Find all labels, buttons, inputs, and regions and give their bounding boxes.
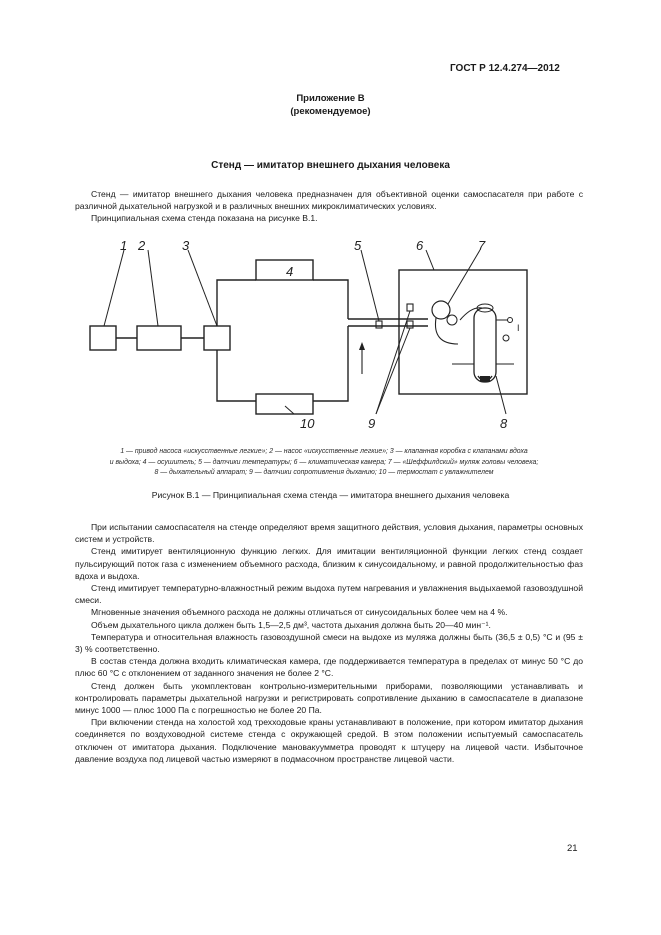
body-paragraph-6: Температура и относительная влажность газовоздушной смеси на выдохе из муляжа должны быть (36,5 ± 0,5) °С и (95 ± 3) % соответственно. [75, 631, 583, 655]
figure-caption: Рисунок В.1 — Принципиальная схема стенда — имитатора внешнего дыхания человека [151, 490, 510, 500]
figure-label-2: 2 [138, 238, 146, 253]
body-paragraph-3: Стенд имитирует температурно-влажностный режим выдоха путем нагревания и увлажнения выдыхаемой газовоздушной смеси. [75, 583, 583, 606]
appendix-subtitle: (рекомендуемое) [290, 106, 371, 117]
figure-label-7: 7 [478, 238, 486, 253]
side-mark: I [517, 323, 520, 333]
appendix-title: Приложение В [296, 93, 365, 104]
figure-label-9: 9 [368, 416, 376, 431]
page-number: 21 [567, 843, 578, 854]
figure-label-4: 4 [286, 264, 294, 279]
legend-line-1: 1 — привод насоса «искусственные легкие»; 2 — насос «искусственные легкие»; 3 — клапанная коробка с клапанами вдоха [120, 448, 528, 455]
resistance-sensor-a [407, 304, 413, 311]
valve-box [204, 326, 230, 350]
body-paragraph-2: Стенд имитирует вентиляционную функцию легких. Для имитации вентиляционной функции легких стенд создает пульсирующий поток газа с изменением объемного расхода, близким к синусоидальному, и равной продолжительностью фаз вдоха и выдоха. [75, 546, 583, 581]
pump-box [137, 326, 181, 350]
section-title: Стенд — имитатор внешнего дыхания человека [211, 160, 450, 171]
dryer-box [256, 260, 313, 280]
intro-paragraph-2: Принципиальная схема стенда показана на рисунке В.1. [91, 213, 318, 224]
intro-paragraph-1: Стенд — имитатор внешнего дыхания человека предназначен для объективной оценки самоспасателя при работе с различной дыхательной нагрузкой и в различных внешних микроклиматических условиях. [75, 189, 583, 212]
breathing-apparatus [474, 308, 496, 382]
figure-label-5: 5 [354, 238, 362, 253]
body-paragraph-1: При испытании самоспасателя на стенде определяют время защитного действия, условия дыхания, параметры основных систем и устройств. [75, 522, 583, 545]
thermostat-box [256, 394, 313, 414]
body-paragraph-8: Стенд должен быть укомплектован контрольно-измерительными приборами, позволяющими устанавливать и контролировать параметры дыхательной нагрузки и регистрировать сопротивление дыханию в самоспасателе в диапазоне минус 1000 — плюс 1000 Па с погрешностью не более 20 Па. [75, 680, 583, 716]
figure-label-8: 8 [500, 416, 508, 431]
resistance-sensor-b [407, 321, 413, 328]
legend-line-2: и выдоха; 4 — осушитель; 5 — датчики температуры; 6 — климатическая камера; 7 — «Шеффилдский» муляж головы человека; [109, 458, 539, 466]
figure-label-1: 1 [120, 238, 128, 253]
body-paragraph-9: При включении стенда на холостой ход трехходовые краны устанавливают в положение, при котором имитатор дыхания соединяется по воздуховодной системе стенда с окружающей средой. В этом положении испытуемый самоспасатель отключен от имитатора дыхания. Подключение мановакуумметра проводят к штуцеру на лицевой части. Избыточное давление воздуха под лицевой частью измеряют в подмасочном пространстве лицевой части. [75, 717, 583, 764]
head-dummy [432, 301, 450, 319]
figure-label-6: 6 [416, 238, 424, 253]
standard-id: ГОСТ Р 12.4.274—2012 [450, 63, 560, 74]
temperature-sensor [376, 321, 382, 328]
figure-legend [60, 447, 588, 479]
body-paragraph-7: В состав стенда должна входить климатическая камера, где поддерживается температура в пределах от минус 50 °С до плюс 60 °С с отклонением от заданного значения не более 2 °С. [75, 656, 583, 679]
climate-chamber [399, 270, 527, 394]
body-paragraph-5: Объем дыхательного цикла должен быть 1,5—2,5 дм³, частота дыхания должна быть 20—40 мин⁻¹. [91, 619, 491, 630]
legend-line-3: 8 — дыхательный аппарат; 9 — датчики сопротивления дыханию; 10 — термостат с увлажнителем [154, 469, 494, 476]
body-text [75, 521, 583, 765]
body-paragraph-4: Мгновенные значения объемного расхода не должны отличаться от синусоидальных более чем на 4 %. [91, 607, 508, 618]
appendix-heading [0, 92, 661, 118]
pump-drive-box [90, 326, 116, 350]
stand-schematic [80, 236, 580, 436]
intro-block [75, 188, 583, 225]
figure-label-10: 10 [300, 416, 315, 431]
figure-label-3: 3 [182, 238, 190, 253]
